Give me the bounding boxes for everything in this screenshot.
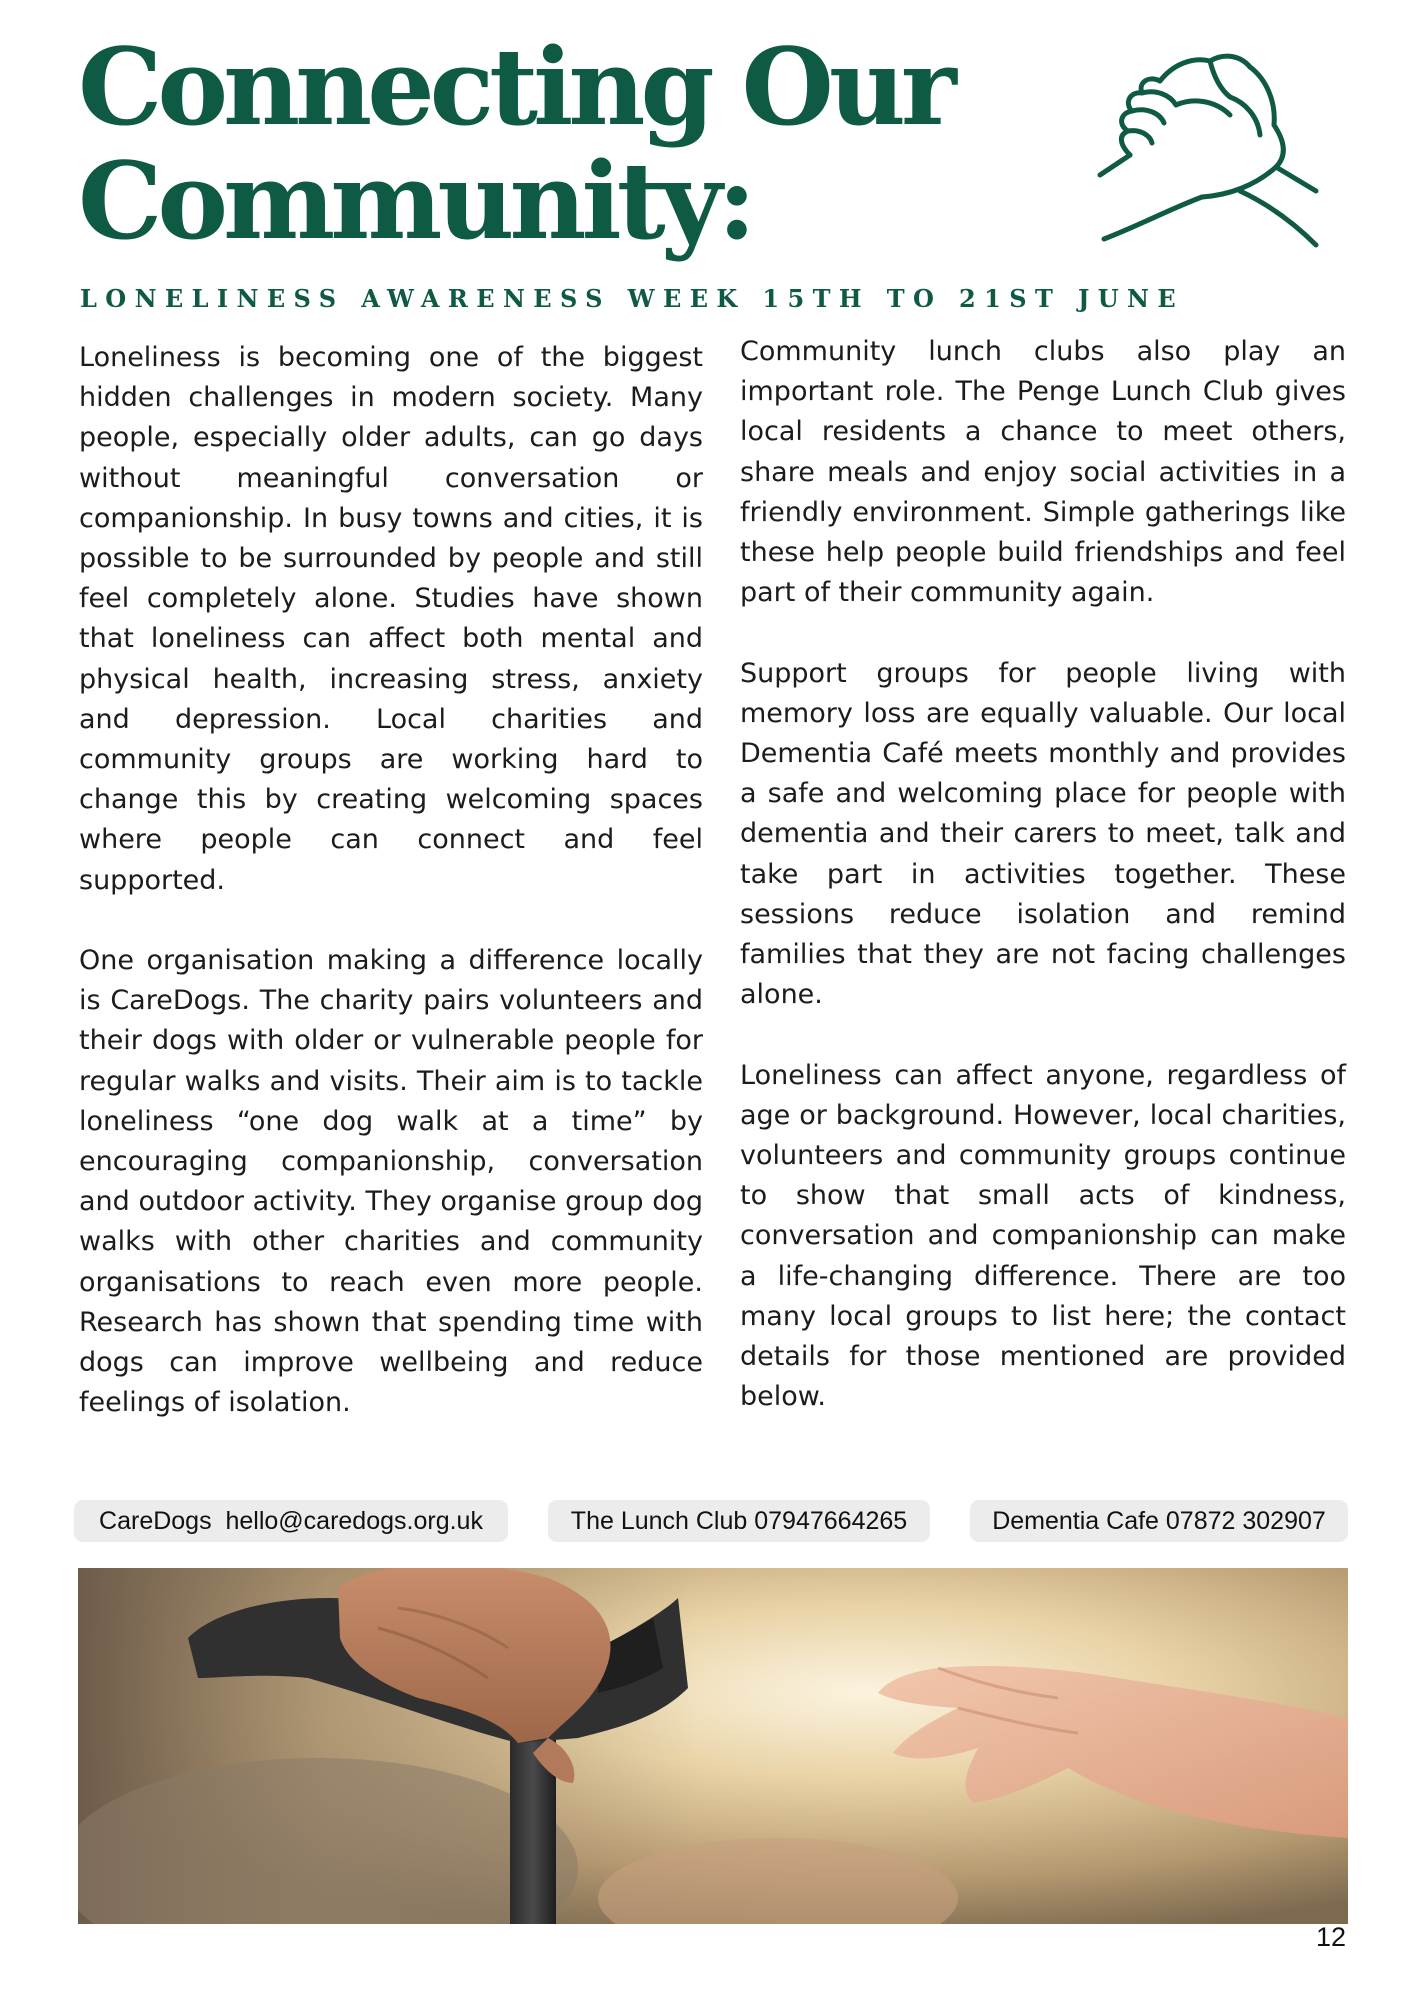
- left-column: [79, 338, 703, 1423]
- contact-caredogs: [74, 1500, 508, 1542]
- contact-text: Dementia Cafe 07872 302907: [992, 1507, 1326, 1535]
- paragraph: Support groups for people living with memory loss are equally valuable. Our local Dementia Café meets monthly and provides a safe and welcoming place for people with dementia and their carers to meet, talk and take part in activities together. These sessions reduce isolation and remind families that they are not facing challenges alone.: [740, 657, 1346, 1011]
- handshake-icon: [1090, 45, 1330, 285]
- contact-text: The Lunch Club 07947664265: [570, 1507, 908, 1535]
- title-line-1: Connecting Our: [78, 24, 952, 149]
- subtitle: LONELINESS AWARENESS WEEK 15TH TO 21ST JUNE: [80, 284, 1185, 313]
- contact-text: CareDogs hello@caredogs.org.uk: [99, 1507, 483, 1535]
- page-number: 12: [1315, 1922, 1346, 1952]
- paragraph: Community lunch clubs also play an important role. The Penge Lunch Club gives local residents a chance to meet others, share meals and enjoy social activities in a friendly environment. Simple gatherings like these help people build friendships and feel part of their community again.: [740, 336, 1346, 609]
- contact-dementia-cafe: [970, 1500, 1348, 1542]
- title-line-2: Community:: [78, 138, 752, 263]
- page-title: [78, 24, 952, 263]
- paragraph: Loneliness is becoming one of the biggest hidden challenges in modern society. Many people, especially older adults, can go days without meaningful conversation or companionship. In busy towns and cities, it is possible to be surrounded by people and still feel completely alone. Studies have shown that loneliness can affect both mental and physical health, increasing stress, anxiety and depression. Local charities and community groups are working hard to change this by creating welcoming spaces where people can connect and feel supported.: [79, 342, 703, 896]
- paragraph: One organisation making a difference locally is CareDogs. The charity pairs volunteers and their dogs with older or vulnerable people for regular walks and visits. Their aim is to tackle loneliness “one dog walk at a time” by encouraging companionship, conversation and outdoor activity. They organise group dog walks with other charities and community organisations to reach even more people. Research has shown that spending time with dogs can improve wellbeing and reduce feelings of isolation.: [79, 945, 703, 1419]
- photo-hands-cane: [78, 1568, 1348, 1924]
- contact-lunch-club: [548, 1500, 930, 1542]
- paragraph: Loneliness can affect anyone, regardless of age or background. However, local charities, volunteers and community groups continue to show that small acts of kindness, conversation and companionship can make a life-changing difference. There are too many local groups to list here; the contact details for those mentioned are provided below.: [740, 1059, 1346, 1413]
- right-column: [740, 332, 1346, 1417]
